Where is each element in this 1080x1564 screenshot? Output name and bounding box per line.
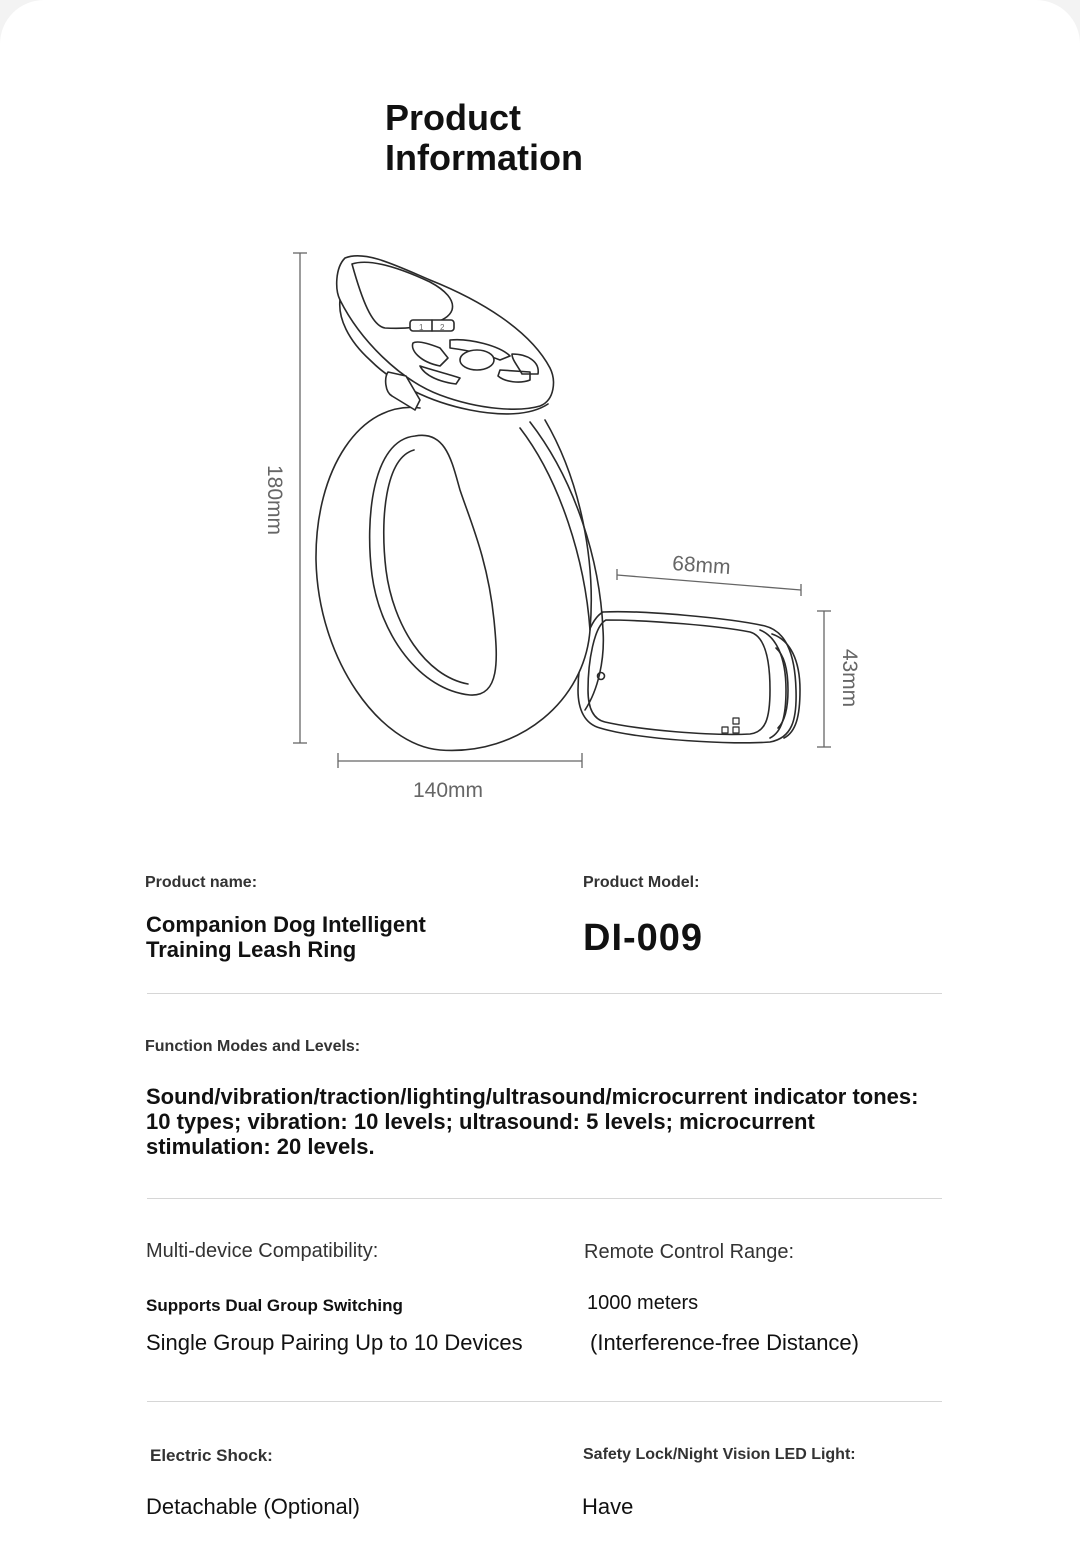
safety-lock-label: Safety Lock/Night Vision LED Light: bbox=[583, 1446, 856, 1463]
function-modes-line-3: stimulation: 20 levels. bbox=[146, 1134, 375, 1159]
safety-lock-value: Have bbox=[582, 1494, 634, 1519]
divider bbox=[147, 993, 942, 994]
product-name-value-line-1: Companion Dog Intelligent bbox=[146, 912, 426, 937]
title-line-1: Product bbox=[385, 97, 522, 138]
multi-device-value-line-1: Supports Dual Group Switching bbox=[146, 1296, 403, 1315]
remote-range-label: Remote Control Range: bbox=[584, 1241, 795, 1263]
function-modes-line-1: Sound/vibration/traction/lighting/ultrasound/microcurrent indicator tones: bbox=[146, 1084, 919, 1109]
product-model-label: Product Model: bbox=[583, 874, 700, 891]
collar-device bbox=[578, 612, 800, 743]
remote-range-value-line-2: (Interference-free Distance) bbox=[590, 1330, 859, 1355]
leash-ring bbox=[316, 407, 603, 750]
product-model-value: DI-009 bbox=[583, 917, 704, 959]
electric-shock-value: Detachable (Optional) bbox=[146, 1494, 361, 1519]
width-dimension-label: 140mm bbox=[412, 779, 484, 802]
divider bbox=[147, 1198, 942, 1199]
electric-shock-label: Electric Shock: bbox=[150, 1446, 273, 1465]
collar-width-label: 68mm bbox=[671, 552, 732, 580]
page-title bbox=[385, 98, 705, 178]
title-line-2: Information bbox=[385, 137, 583, 178]
collar-height-label: 43mm bbox=[838, 648, 861, 708]
function-modes-label: Function Modes and Levels: bbox=[145, 1038, 361, 1055]
multi-device-label: Multi-device Compatibility: bbox=[146, 1240, 379, 1262]
function-modes-line-2: 10 types; vibration: 10 levels; ultrasound: 5 levels; microcurrent bbox=[146, 1109, 815, 1134]
remote-range-value-line-1: 1000 meters bbox=[587, 1292, 699, 1314]
multi-device-value-line-2: Single Group Pairing Up to 10 Devices bbox=[146, 1330, 523, 1355]
button-label-2: 2 bbox=[440, 323, 445, 332]
remote-head bbox=[337, 256, 554, 414]
button-label-1: 1 bbox=[419, 323, 424, 332]
product-dimension-diagram bbox=[0, 230, 1080, 820]
product-name-label: Product name: bbox=[145, 874, 258, 891]
divider bbox=[147, 1401, 942, 1402]
product-name-value-line-2: Training Leash Ring bbox=[146, 937, 357, 962]
height-dimension-label: 180mm bbox=[263, 464, 286, 536]
